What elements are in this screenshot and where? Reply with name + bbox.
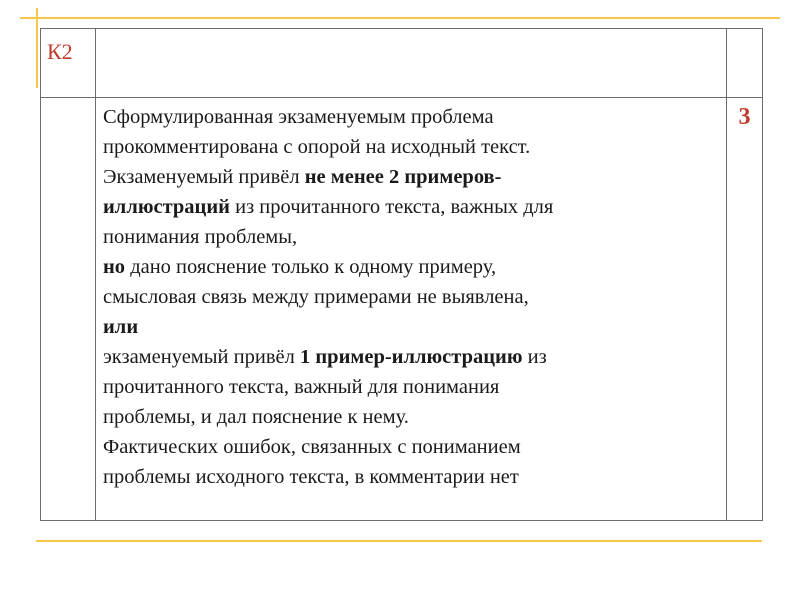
criterion-code: К2	[41, 29, 96, 98]
criteria-row	[41, 98, 763, 521]
header-description-cell	[96, 29, 727, 98]
decorative-top-line	[20, 17, 780, 19]
description-line	[103, 372, 720, 402]
description-line	[103, 222, 720, 252]
description-text: проблемы, и дал пояснение к нему.	[103, 406, 409, 428]
description-text: Сформулированная экзаменуемым проблема	[103, 106, 494, 128]
description-line	[103, 342, 720, 372]
decorative-left-line	[36, 8, 38, 88]
decorative-bottom-line	[36, 540, 762, 542]
description-line	[103, 132, 720, 162]
description-line	[103, 192, 720, 222]
row-code-cell	[41, 98, 96, 521]
criterion-score: 3	[727, 98, 763, 521]
description-line	[103, 162, 720, 192]
description-line	[103, 402, 720, 432]
criterion-description	[96, 98, 727, 521]
description-emphasis: 1 пример-иллюстрацию	[299, 346, 523, 368]
description-text: из	[522, 346, 547, 368]
description-line	[103, 312, 720, 342]
description-line	[103, 282, 720, 312]
description-text: Фактических ошибок, связанных с пониманием	[103, 436, 521, 458]
description-emphasis: или	[103, 316, 139, 338]
description-emphasis: но	[103, 256, 126, 278]
description-emphasis: не менее 2 примеров-	[304, 166, 502, 188]
description-text: прокомментирована с опорой на исходный текст.	[103, 136, 531, 158]
description-text: дано пояснение только к одному примеру,	[125, 256, 497, 278]
description-text: проблемы исходного текста, в комментарии нет	[103, 466, 519, 488]
description-text: прочитанного текста, важный для понимания	[103, 376, 500, 398]
description-text: Экзаменуемый привёл	[103, 166, 305, 188]
header-score-cell	[727, 29, 763, 98]
criteria-table	[40, 28, 763, 521]
description-line	[103, 432, 720, 462]
description-text: из прочитанного текста, важных для	[229, 196, 554, 218]
description-emphasis: иллюстраций	[103, 196, 230, 218]
description-text: смысловая связь между примерами не выявлена,	[103, 286, 529, 308]
description-line	[103, 252, 720, 282]
description-text: экзаменуемый привёл	[103, 346, 300, 368]
description-text: понимания проблемы,	[103, 226, 298, 248]
description-line	[103, 462, 720, 492]
criteria-header-row	[41, 29, 763, 98]
description-line	[103, 102, 720, 132]
